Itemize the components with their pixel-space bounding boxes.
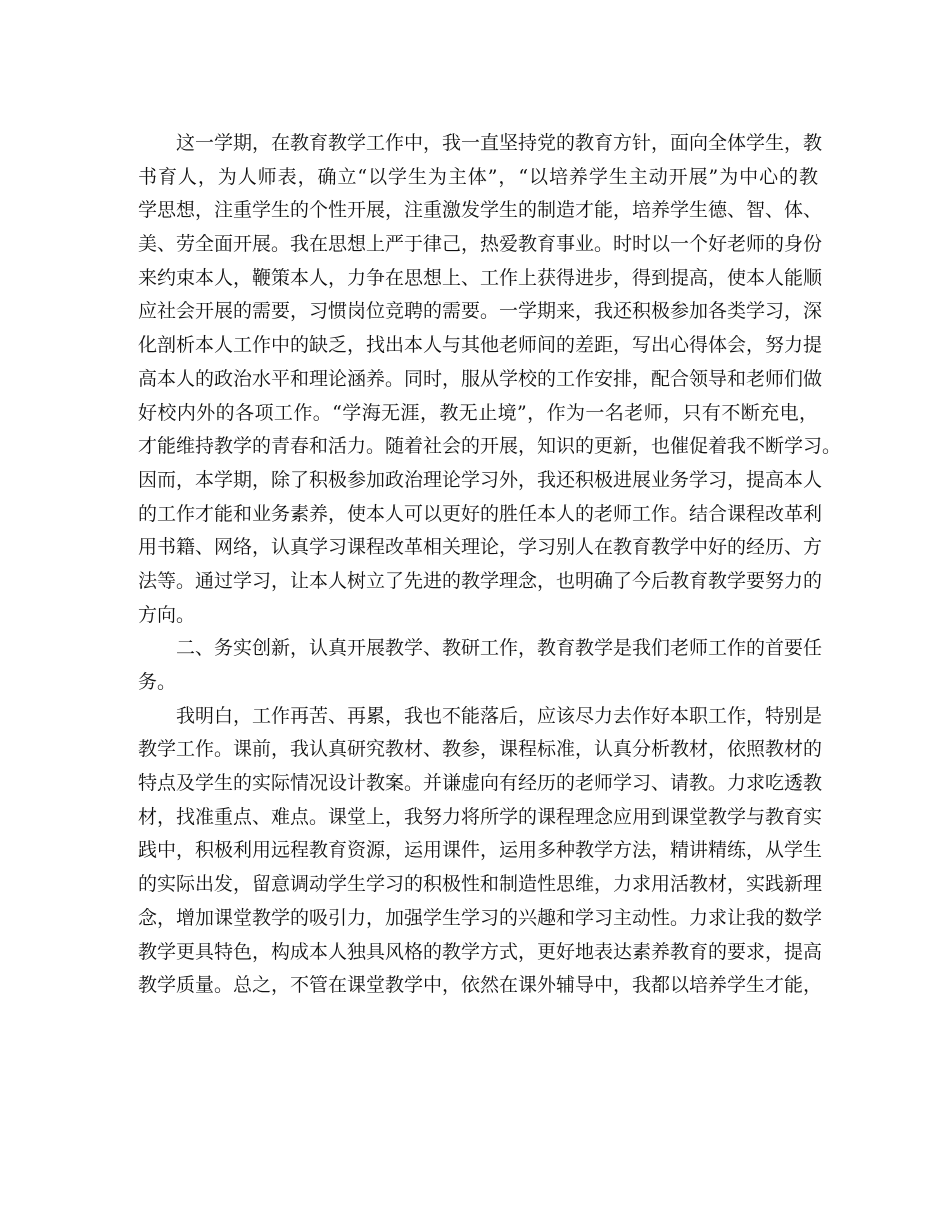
text-line: 书育人，为人师表，确立“以学生为主体”，“以培养学生主动开展”为中心的教 xyxy=(138,165,818,188)
text-line: 应社会开展的需要，习惯岗位竞聘的需要。一学期来，我还积极参加各类学习，深 xyxy=(138,300,823,323)
text-line: 才能维持教学的青春和活力。随着社会的开展，知识的更新，也催促着我不断学习。 xyxy=(138,435,842,458)
text-line: 践中，积极利用远程教育资源，运用课件，运用多种教学方法，精讲精练，从学生 xyxy=(138,839,823,862)
text-line: 好校内外的各项工作。“学海无涯，教无止境”，作为一名老师，只有不断充电， xyxy=(138,401,818,424)
text-line: 化剖析本人工作中的缺乏，找出本人与其他老师间的差距，写出心得体会，努力提 xyxy=(138,334,823,357)
text-line: 教学质量。总之，不管在课堂教学中，依然在课外辅导中，我都以培养学生才能， xyxy=(138,974,823,997)
text-line: 材，找准重点、难点。课堂上，我努力将所学的课程理念应用到课堂教学与教育实 xyxy=(138,805,823,828)
text-line: 特点及学生的实际情况设计教案。并谦虚向有经历的老师学习、请教。力求吃透教 xyxy=(138,772,823,795)
text-line: 用书籍、网络，认真学习课程改革相关理论，学习别人在教育教学中好的经历、方 xyxy=(138,536,823,559)
text-line: 学思想，注重学生的个性开展，注重激发学生的制造才能，培养学生德、智、体、 xyxy=(138,199,823,222)
text-line: 高本人的政治水平和理论涵养。同时，服从学校的工作安排，配合领导和老师们做 xyxy=(138,367,823,390)
text-line: 念，增加课堂教学的吸引力，加强学生学习的兴趣和学习主动性。力求让我的数学 xyxy=(138,906,823,929)
text-line: 美、劳全面开展。我在思想上严于律己，热爱教育事业。时时以一个好老师的身份 xyxy=(138,233,823,256)
text-line: 来约束本人，鞭策本人，力争在思想上、工作上获得进步，得到提高，使本人能顺 xyxy=(138,266,823,289)
text-line: 这一学期，在教育教学工作中，我一直坚持党的教育方针，面向全体学生，教 xyxy=(176,132,823,154)
text-line: 的实际出发，留意调动学生学习的积极性和制造性思维，力求用活教材，实践新理 xyxy=(138,873,823,896)
text-line: 二、务实创新，认真开展教学、教研工作，教育教学是我们老师工作的首要任 xyxy=(176,637,823,660)
text-line: 的工作才能和业务素养，使本人可以更好的胜任本人的老师工作。结合课程改革利 xyxy=(138,502,823,525)
text-line: 教学工作。课前，我认真研究教材、教参，课程标准，认真分析教材，依照教材的 xyxy=(138,738,823,761)
text-line: 我明白，工作再苦、再累，我也不能落后，应该尽力去作好本职工作，特别是 xyxy=(176,704,823,727)
body-text xyxy=(138,127,842,1003)
text-line: 方向。 xyxy=(138,603,196,626)
text-line: 因而，本学期，除了积极参加政治理论学习外，我还积极进展业务学习，提高本人 xyxy=(138,468,823,491)
text-line: 法等。通过学习，让本人树立了先进的教学理念，也明确了今后教育教学要努力的 xyxy=(138,569,823,592)
text-line: 务。 xyxy=(138,671,177,693)
text-line: 教学更具特色，构成本人独具风格的教学方式，更好地表达素养教育的要求，提高 xyxy=(138,940,823,963)
